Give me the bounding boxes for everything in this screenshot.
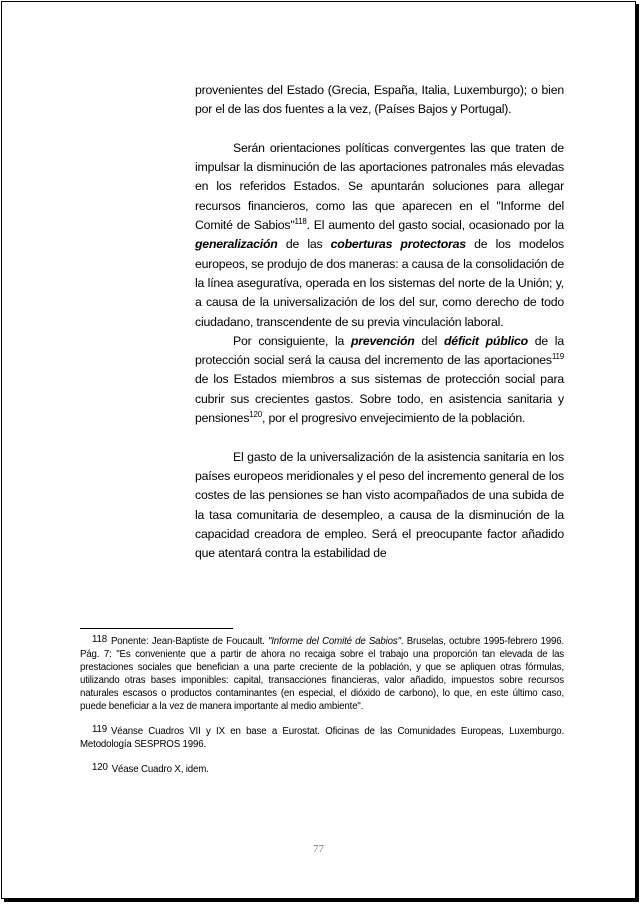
footnote-ref-118[interactable]: 118 <box>294 216 307 226</box>
paragraph-text: de la protección social será la causa del incremento de las aportaciones <box>195 333 564 368</box>
emphasis-text: generalización <box>195 237 278 252</box>
paragraph-text: del <box>414 333 444 348</box>
document-page <box>1 1 636 899</box>
paragraph-text: . El aumento del gasto social, ocasionado por la <box>306 218 564 233</box>
footnote-number: 119 <box>92 724 107 735</box>
footnote-120 <box>80 761 564 776</box>
footnote-text: Ponente: Jean-Baptiste de Foucault. <box>111 636 268 647</box>
footnote-text: . Bruselas, octubre 1995-febrero 1996. Pág. 7: "Es conveniente que a partir de ahora no recaiga sobre el trabajo una proporción tan elevada de las prestaciones sociales que benefician a una parte creciente de la población, y que se apliquen otras fórmulas, utilizando otras bases imponibles: capital, transacciones financieras, valor añadido, impuestos sobre recursos naturales escasos o productos contaminantes (en especial, el dióxido de carbono), lo que, en este último caso, puede beneficiar a la vez de manera importante al medio ambiente". <box>80 636 564 712</box>
main-text <box>195 81 564 563</box>
footnote-text: Véanse Cuadros VII y IX en base a Eurostat. Oficinas de las Comunidades Europeas, Luxemburgo. Metodología SESPROS 1996. <box>80 726 564 750</box>
footnote-number: 118 <box>92 634 107 645</box>
paragraph-orientaciones <box>195 139 564 332</box>
paragraph-text: Serán orientaciones políticas convergentes las que traten de impulsar la disminución de las aportaciones patronales más elevadas en los referidos Estados. Se apuntarán soluciones para allegar recursos financieros, como las que aparecen en el "Informe del Comité de Sabios" <box>195 140 564 233</box>
paragraph-text: El gasto de la universalización de la asistencia sanitaria en los países europeos meridionales y el peso del incremento general de los costes de las pensiones se han visto acompañados de una subida de la tasa comunitaria de desempleo, a causa de la disminución de la capacidad creadora de empleo. Será el preocupante factor añadido que atentará contra la estabilidad de <box>195 449 564 561</box>
paragraph-text: provenientes del Estado (Grecia, España, Italia, Luxemburgo); o bien por el de las dos fuentes a la vez, (Países Bajos y Portugal). <box>195 83 564 117</box>
footnotes <box>80 633 564 786</box>
page-number: 77 <box>313 843 324 855</box>
paragraph-text: de los modelos europeos, se produjo de dos maneras: a causa de la consolidación de la línea aseguratíva, operada en los sistemas del norte de la Unión; y, a causa de la universalización de los del sur, como derecho de todo ciudadano, transcendente de su previa vinculación laboral. <box>195 237 564 329</box>
footnote-number: 120 <box>92 762 108 773</box>
paragraph-consiguiente <box>195 332 564 428</box>
footnote-118 <box>80 633 564 713</box>
footnote-separator <box>80 628 233 629</box>
emphasis-text: coberturas protectoras <box>330 237 466 252</box>
paragraph-continuation <box>195 81 564 120</box>
paragraph-text: de las <box>277 237 331 252</box>
footnote-119 <box>80 723 564 751</box>
paragraph-text: Por consiguiente, la <box>233 333 351 348</box>
paragraph-gasto <box>195 448 564 564</box>
emphasis-text: prevención <box>350 333 415 348</box>
footnote-text: Véase Cuadro X, idem. <box>111 764 209 775</box>
paragraph-text: de los Estados miembros a sus sistemas de protección social para cubrir sus crecientes gastos. Sobre todo, en asistencia sanitaria y pensiones <box>195 372 564 426</box>
paragraph-text: , por el progresivo envejecimiento de la población. <box>262 411 526 426</box>
emphasis-text: déficit público <box>444 333 528 348</box>
footnote-ref-120[interactable]: 120 <box>249 409 263 419</box>
footnote-italic-title: "Informe del Comité de Sabios" <box>267 636 401 647</box>
footnote-ref-119[interactable]: 119 <box>551 352 564 362</box>
